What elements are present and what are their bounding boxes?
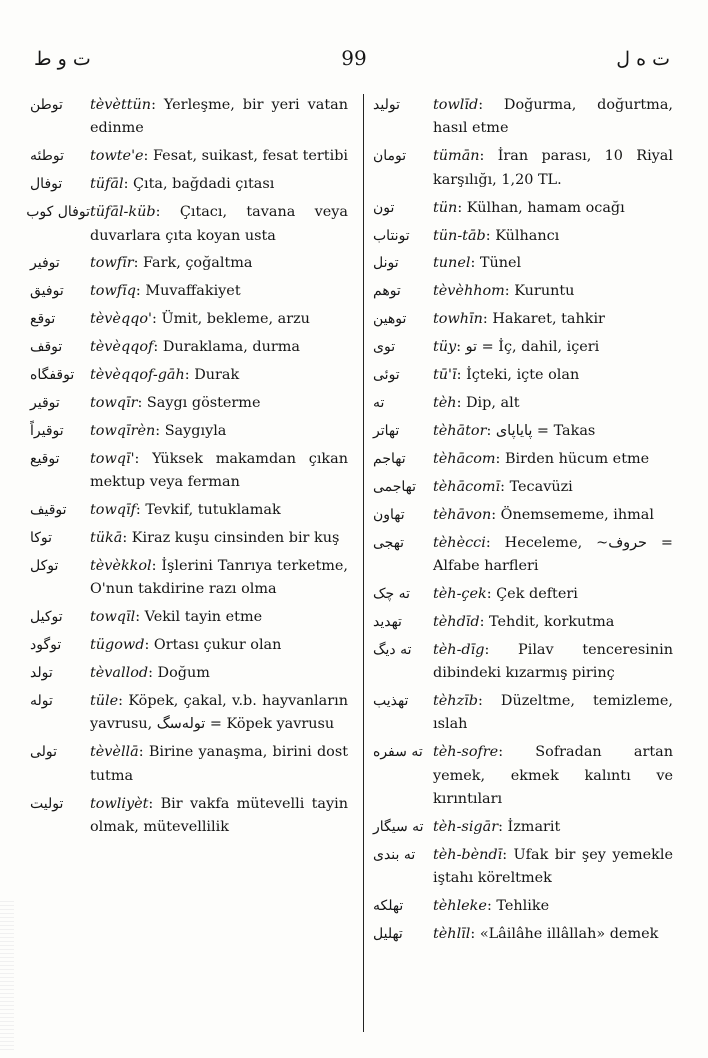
entry-gloss: تو = İç, dahil, içeri [465,339,600,356]
entry-separator: : [486,422,496,439]
entry-separator: : [479,613,490,630]
page-edge-texture [0,900,14,1050]
dictionary-entry [30,392,348,415]
right-column [373,94,673,951]
entry-gloss: İçteki, içte olan [466,367,580,384]
dictionary-entry [373,844,673,891]
entry-headword: توهم [373,283,401,300]
entry-separator: : [133,255,144,272]
dictionary-entry [373,364,673,387]
entry-separator: : [152,311,162,328]
entry-transliteration: towte'e [90,148,144,165]
dictionary-entry [373,895,673,918]
entry-transliteration: tügowd [90,637,145,654]
header-right-guide: ت ه ل [616,48,670,70]
entry-transliteration: tèvèqqof [90,339,154,356]
dictionary-entry [30,690,348,737]
entry-gloss: Sofradan artan yemek, ekmek kalıntı ve kırıntıları [433,744,673,808]
entry-transliteration: tèhātor [433,422,487,439]
entry-separator: : [134,450,153,467]
entry-separator: : [143,148,153,165]
entry-transliteration: tèhzīb [433,692,478,709]
entry-transliteration: towliyèt [90,795,149,812]
entry-separator: : [486,898,497,915]
entry-gloss: Önemsememe, ihmal [500,506,654,523]
entry-separator: : [151,557,162,574]
entry-gloss: Kiraz kuşu cinsinden bir kuş [131,530,340,546]
entry-gloss: Ümit, bekleme, arzu [161,311,310,328]
entry-separator: : [155,422,165,439]
dictionary-entry [373,448,673,471]
entry-headword: تولد [30,665,53,682]
entry-transliteration: towfīq [90,283,136,300]
entry-headword: توقیع [30,450,60,467]
dictionary-entry [30,527,348,550]
dictionary-entry [373,280,673,303]
entry-transliteration: tunel [433,255,471,272]
entry-transliteration: tümān [433,148,480,165]
entry-transliteration: tèh-dīg [433,641,485,658]
entry-transliteration: tèhāvon [433,506,492,523]
entry-gloss: Çek defteri [496,585,578,602]
entry-separator: : [498,818,508,835]
entry-transliteration: towlīd [433,97,479,113]
entry-transliteration: tèvèllā [90,744,139,761]
entry-headword: تهجی [373,534,405,551]
entry-transliteration: towqī' [90,450,135,467]
entry-gloss: Fark, çoğaltma [143,255,253,272]
entry-separator: : [498,744,536,761]
entry-headword: توی [373,339,396,356]
entry-separator: : [123,176,133,193]
entry-transliteration: towqīl [90,609,136,626]
entry-separator: : [148,795,161,812]
entry-headword: توکا [30,530,53,546]
entry-gloss: Yerleşme, bir yeri vatan edinme [90,97,348,137]
entry-gloss: Ufak bir şey yemekle iştahı köreltmek [433,846,673,887]
dictionary-entry [373,308,673,331]
dictionary-entry [30,252,348,275]
entry-separator: : [456,367,467,384]
entry-headword: توفال [30,176,63,193]
dictionary-entry [30,364,348,387]
entry-headword: توفال کوب [26,204,90,221]
entry-separator: : [485,227,496,244]
entry-separator: : [478,97,504,113]
entry-transliteration: tèh-sofre [433,744,499,761]
entry-headword: توقیف [30,502,67,519]
entry-gloss: Külhan, hamam ocağı [466,199,625,216]
entry-transliteration: tükā [90,530,123,546]
dictionary-entry [373,583,673,606]
entry-transliteration: tüle [90,692,119,709]
entry-headword: ته دیگ [373,641,412,658]
entry-transliteration: towqīr [90,394,138,411]
entry-gloss: Vekil tayin etme [144,609,263,626]
dictionary-entry [30,94,348,141]
entry-gloss: Düzeltme, temizleme, ıslah [433,692,673,733]
dictionary-entry [373,690,673,737]
entry-transliteration: towqīf [90,502,136,519]
entry-headword: تهاجم [373,450,406,467]
entry-transliteration: tū'ī [433,367,457,384]
entry-separator: : [137,394,147,411]
dictionary-entry [30,793,348,840]
entry-transliteration: tün-tāb [433,227,486,244]
entry-headword: توهین [373,311,407,328]
entry-transliteration: tèhècci [433,534,486,551]
entry-gloss: Birine yanaşma, birini dost tutma [90,744,348,784]
entry-gloss: Ortası çukur olan [153,637,282,654]
entry-separator: : [144,637,154,654]
dictionary-entry [373,532,673,579]
entry-transliteration: tèhlīl [433,926,471,943]
dictionary-entry [26,201,348,248]
entry-separator: : [479,148,498,165]
entry-separator: : [456,339,466,356]
entry-headword: تهذیب [373,692,409,709]
entry-gloss: İşlerini Tanrıya terketme, O'nun takdirine razı olma [90,557,348,598]
entry-headword: تون [373,199,395,216]
entry-separator: : [502,846,514,863]
dictionary-entry [30,499,348,522]
entry-transliteration: tüy [433,339,457,356]
left-column [26,94,349,844]
dictionary-entry [373,225,673,248]
entry-transliteration: tèh-sigār [433,818,499,835]
entry-gloss: İzmarit [507,818,561,835]
entry-gloss: Heceleme, ~حروف = Alfabe harfleri [433,534,673,574]
entry-transliteration: tèhācomī [433,478,501,495]
entry-separator: : [155,204,180,221]
entry-headword: توفیر [30,255,60,272]
entry-transliteration: tèh-çek [433,585,487,602]
entry-separator: : [148,665,158,682]
entry-headword: توقع [30,311,56,328]
entry-gloss: Köpek, çakal, v.b. hayvanların yavrusu, توله‌سگ = Köpek yavrusu [90,692,348,733]
entry-gloss: Dip, alt [466,394,520,411]
entry-headword: توقفگاه [30,367,75,384]
entry-separator: : [470,926,480,943]
entry-gloss: Yüksek makamdan çıkan mektup veya ferman [90,450,348,491]
entry-transliteration: towqīrèn [90,422,156,439]
entry-transliteration: tèvallod [90,665,149,682]
entry-headword: توطن [30,97,63,113]
entry-gloss: Çıtacı, tavana veya duvarlara çıta koyan usta [90,204,348,244]
entry-headword: توکیل [30,609,63,626]
entry-transliteration: tèvèttün [90,97,152,113]
dictionary-entry [30,280,348,303]
entry-separator: : [151,97,164,113]
dictionary-entry [30,173,348,196]
dictionary-entry [373,252,673,275]
column-divider [363,94,364,1032]
entry-gloss: Tehlike [496,898,550,915]
entry-separator: : [118,692,129,709]
entry-headword: توئی [373,367,400,384]
header-left-guide: ت و ط [34,48,91,70]
entry-headword: تهلیل [373,926,403,943]
dictionary-entry [30,606,348,629]
entry-headword: توفیق [30,283,64,300]
entry-gloss: Kuruntu [514,283,575,300]
entry-headword: تهاتر [373,422,400,439]
dictionary-entry [373,392,673,415]
entry-headword: ته چک [373,585,411,602]
entry-separator: : [485,534,505,551]
dictionary-entry [30,336,348,359]
entry-headword: توگود [30,637,62,654]
entry-separator: : [495,450,505,467]
dictionary-entry [30,662,348,685]
entry-headword: توقف [30,339,63,356]
page-header [0,44,708,76]
page-number: 99 [341,46,367,70]
entry-headword: ته بندی [373,846,416,863]
entry-transliteration: tèvèhhom [433,283,505,300]
entry-transliteration: tèh-bèndī [433,846,503,863]
entry-gloss: Saygı gösterme [146,394,261,411]
entry-headword: ته [373,394,385,411]
dictionary-entry [373,816,673,839]
entry-separator: : [184,367,195,384]
entry-headword: تهلکه [373,898,404,915]
entry-gloss: Tecavüzi [509,478,573,495]
entry-separator: : [456,394,467,411]
entry-separator: : [135,609,145,626]
entry-separator: : [470,255,480,272]
entry-transliteration: tün [433,199,458,216]
dictionary-entry [30,308,348,331]
dictionary-entry [30,145,348,168]
entry-gloss: Muvaffakiyet [145,283,241,300]
entry-transliteration: tèhleke [433,898,487,915]
entry-separator: : [484,641,519,658]
entry-separator: : [153,339,163,356]
entry-headword: توقیراً [30,422,64,439]
dictionary-entry [373,197,673,220]
entry-headword: تهاون [373,506,405,523]
entry-transliteration: tèvèqqo' [90,311,152,328]
entry-gloss: Bir vakfa mütevelli tayin olmak, mütevellilik [90,795,348,835]
entry-headword: ته سیگار [373,818,424,835]
entry-transliteration: towhīn [433,311,483,328]
entry-transliteration: towfīr [90,255,134,272]
entry-separator: : [135,502,146,519]
entry-headword: تومان [373,148,407,165]
entry-headword: توله [30,692,53,709]
entry-gloss: Doğum [157,665,210,682]
entry-gloss: Pilav tenceresinin dibindeki kızarmış pirinç [433,641,673,682]
entry-transliteration: tèhācom [433,450,496,467]
entry-headword: توقیر [30,394,60,411]
entry-headword: تونتاب [373,227,410,244]
entry-headword: تهاجمی [373,478,417,495]
entry-gloss: Hakaret, tahkir [492,311,605,328]
dictionary-entry [373,923,673,946]
dictionary-entry [30,741,348,788]
entry-separator: : [122,530,132,546]
dictionary-entry [373,741,673,811]
entry-headword: تولی [30,744,58,761]
entry-gloss: Birden hücum etme [504,450,650,467]
entry-separator: : [135,283,146,300]
dictionary-entry [373,336,673,359]
entry-transliteration: tüfāl-küb [90,204,156,221]
dictionary-entry [373,145,673,192]
entry-transliteration: tüfāl [90,176,124,193]
entry-separator: : [138,744,149,761]
entry-headword: ته سفره [373,744,423,761]
entry-separator: : [491,506,501,523]
dictionary-entry [373,94,673,141]
entry-gloss: Çıta, bağdadi çıtası [133,176,275,193]
dictionary-entry [373,611,673,634]
entry-headword: تولید [373,97,400,113]
entry-gloss: Saygıyla [164,422,227,439]
entry-headword: تونل [373,255,399,272]
entry-gloss: Tünel [479,255,522,272]
dictionary-entry [30,448,348,495]
dictionary-entry [373,639,673,686]
entry-transliteration: tèvèkkol [90,557,152,574]
entry-headword: تولیت [30,795,64,812]
entry-gloss: Duraklama, durma [162,339,300,356]
entry-separator: : [500,478,510,495]
entry-separator: : [482,311,493,328]
entry-headword: توکل [30,557,59,574]
entry-transliteration: tèh [433,394,457,411]
dictionary-entry [30,634,348,657]
dictionary-entry [30,555,348,602]
entry-headword: تهدید [373,613,402,630]
entry-gloss: İran parası, 10 Riyal karşılığı, 1,20 TL. [433,148,673,188]
entry-headword: توطئه [30,148,65,165]
entry-gloss: «Lâilâhe illâllah» demek [479,926,659,943]
entry-separator: : [477,692,501,709]
entry-gloss: Fesat, suikast, fesat tertibi [152,148,349,165]
dictionary-entry [373,420,673,443]
dictionary-entry [373,476,673,499]
entry-gloss: Külhancı [495,227,560,244]
entry-transliteration: tèhdīd [433,613,480,630]
entry-gloss: Doğurma, doğurtma, hasıl etme [433,97,673,137]
entry-separator: : [486,585,497,602]
dictionary-entry [30,420,348,443]
entry-transliteration: tèvèqqof-gāh [90,367,185,384]
dictionary-entry [373,504,673,527]
entry-separator: : [504,283,515,300]
entry-gloss: پایاپای = Takas [495,422,596,439]
entry-gloss: Tevkif, tutuklamak [145,502,281,519]
entry-gloss: Durak [194,367,240,384]
entry-separator: : [457,199,467,216]
entry-gloss: Tehdit, korkutma [489,613,615,630]
